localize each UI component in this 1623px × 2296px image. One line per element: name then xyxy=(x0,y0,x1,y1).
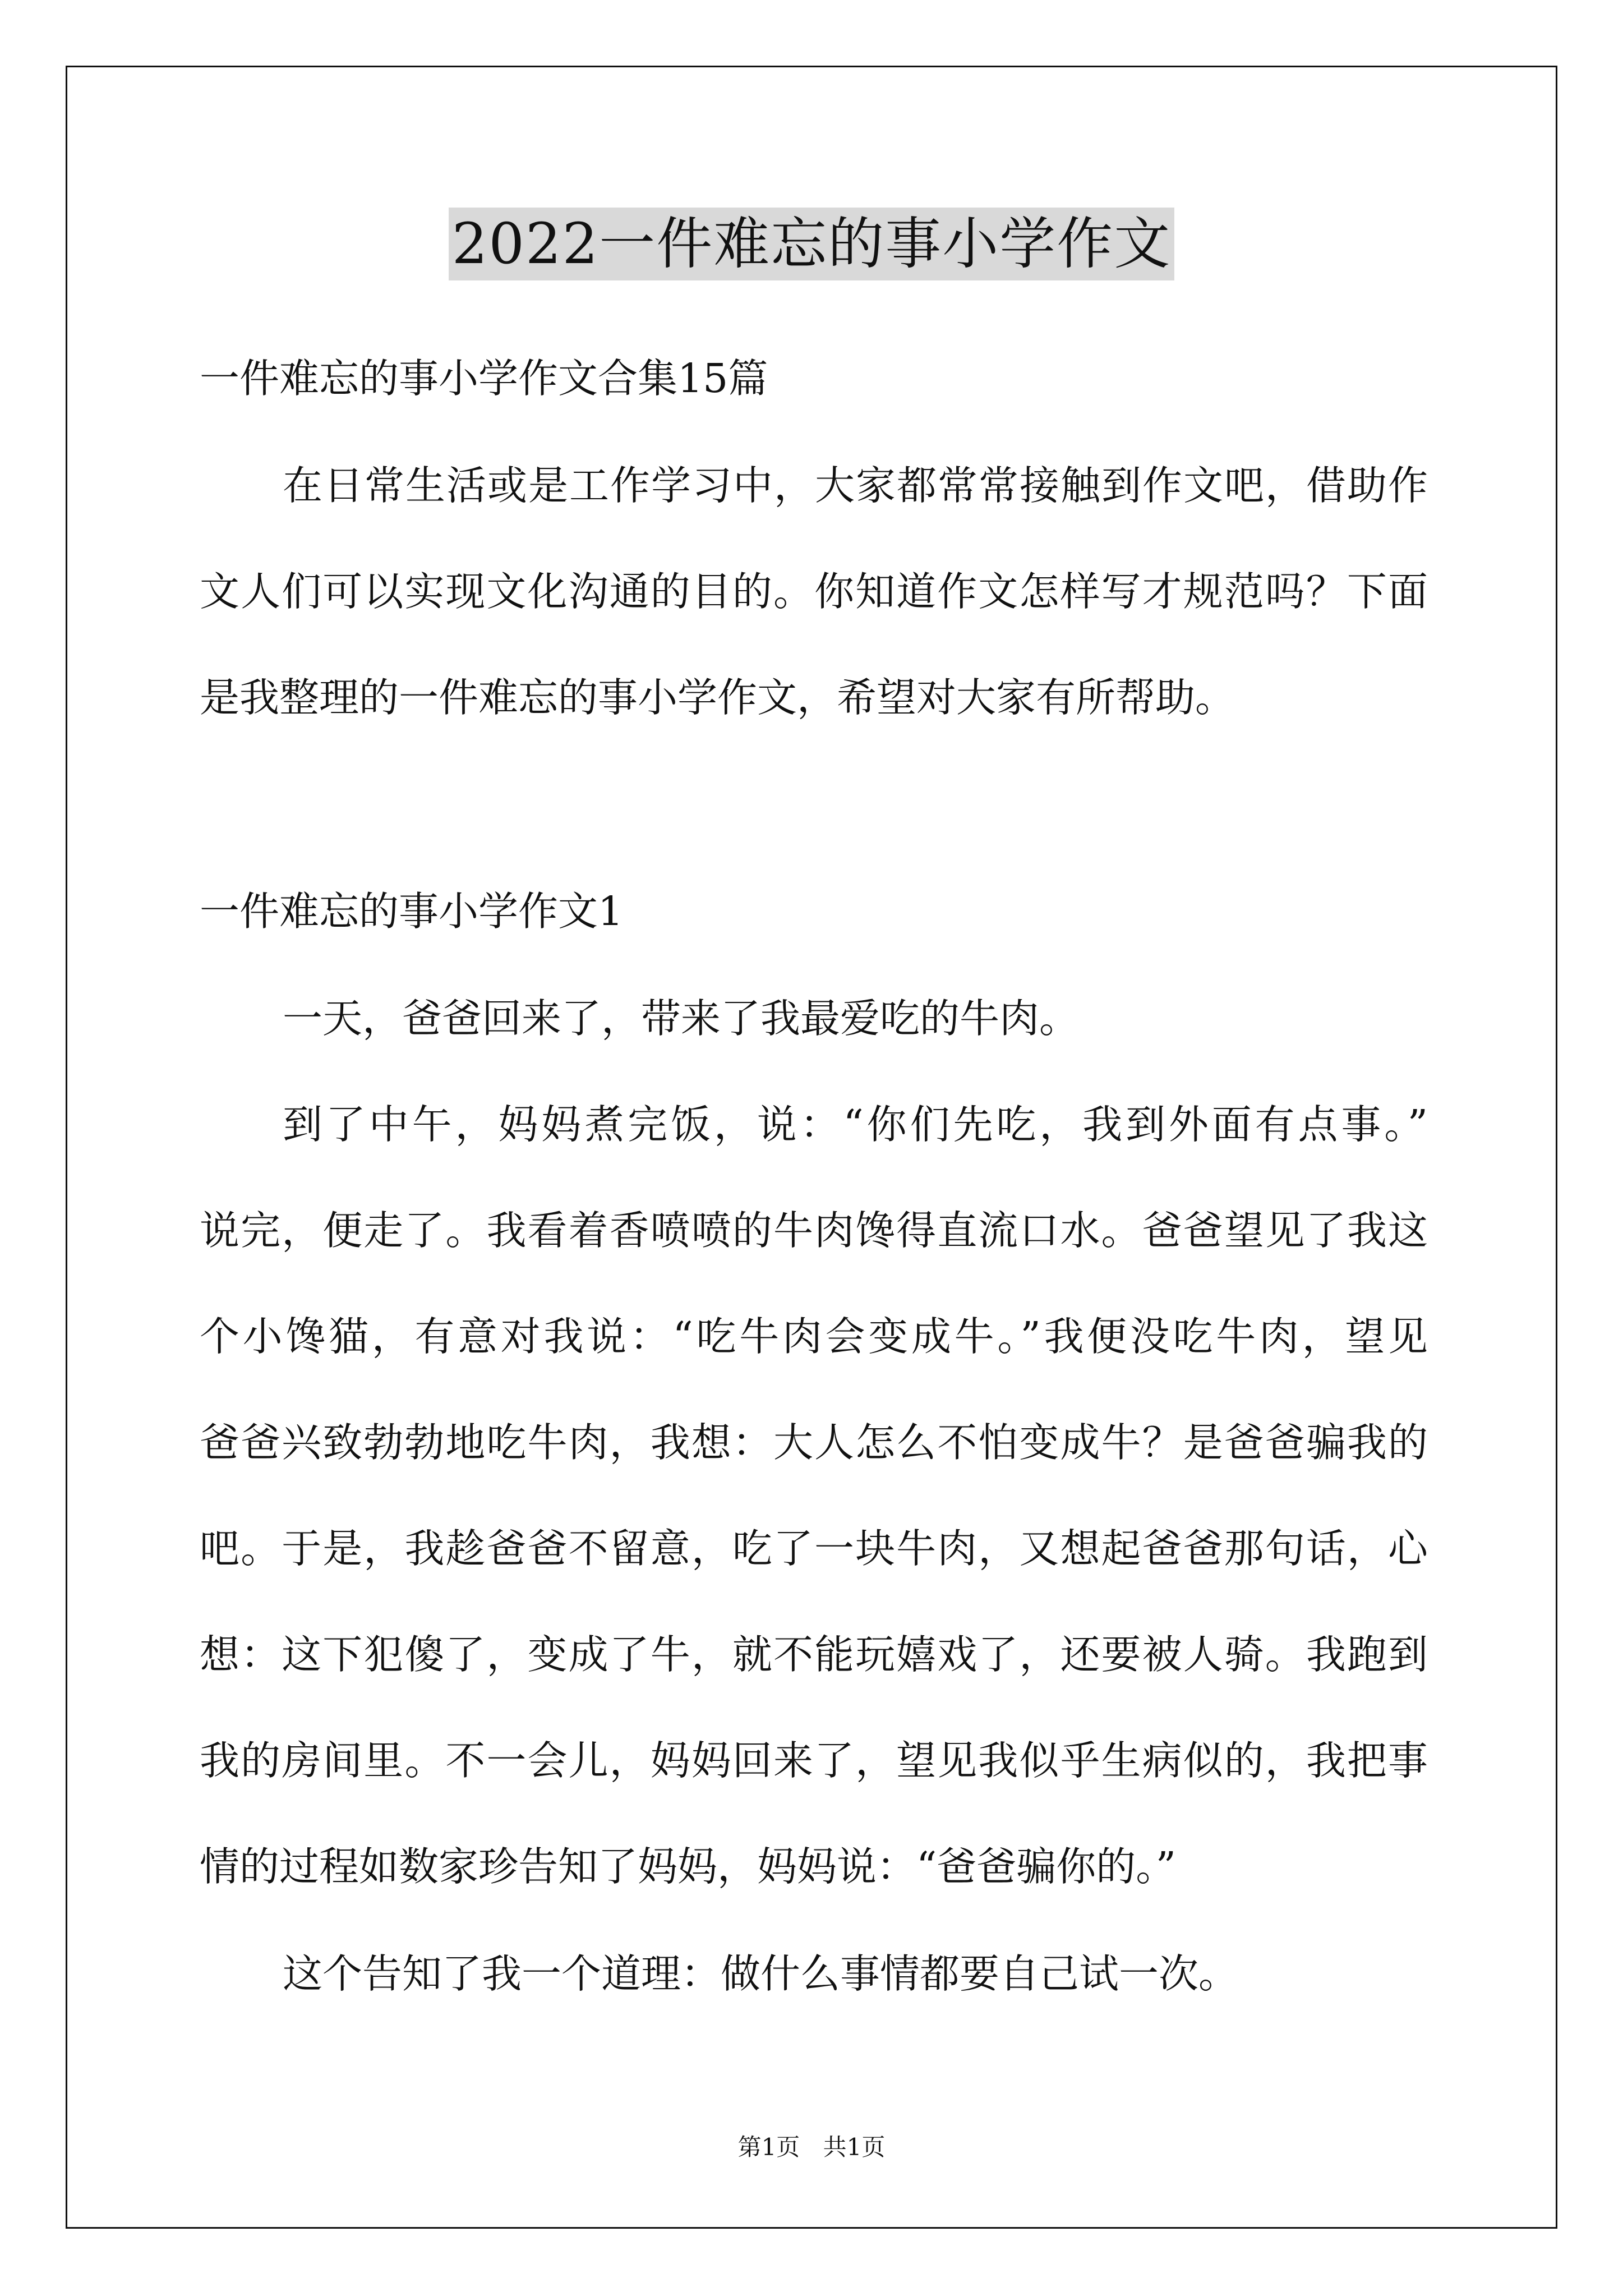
section-heading: 一件难忘的事小学作文1 xyxy=(200,888,624,935)
page-total: 共1页 xyxy=(823,2133,886,2161)
subtitle: 一件难忘的事小学作文合集15篇 xyxy=(200,355,768,402)
intro-line-1: 在日常生活或是工作学习中，大家都常常接触到作文吧，借助作 xyxy=(283,462,1428,509)
body-line: 爸爸兴致勃勃地吃牛肉，我想：大人怎么不怕变成牛？是爸爸骗我的 xyxy=(200,1419,1428,1466)
body-line: 说完，便走了。我看着香喷喷的牛肉馋得直流口水。爸爸望见了我这 xyxy=(200,1207,1428,1254)
body-line: 我的房间里。不一会儿，妈妈回来了，望见我似乎生病似的，我把事 xyxy=(200,1737,1428,1784)
body-paragraph-1: 一天，爸爸回来了，带来了我最爱吃的牛肉。 xyxy=(283,995,1080,1042)
body-line: 情的过程如数家珍告知了妈妈，妈妈说：“爸爸骗你的。” xyxy=(200,1843,1177,1890)
page-number: 第1页 xyxy=(737,2133,800,2161)
body-line: 到了中午，妈妈煮完饭，说：“你们先吃，我到外面有点事。” xyxy=(283,1101,1428,1148)
intro-line-2: 文人们可以实现文化沟通的目的。你知道作文怎样写才规范吗？下面 xyxy=(200,568,1428,615)
document-title: 2022一件难忘的事小学作文 xyxy=(449,208,1175,280)
body-paragraph-3: 这个告知了我一个道理：做什么事情都要自己试一次。 xyxy=(283,1950,1239,1997)
page-footer xyxy=(0,2131,1623,2164)
title-container xyxy=(0,208,1623,280)
body-line: 想：这下犯傻了，变成了牛，就不能玩嬉戏了，还要被人骑。我跑到 xyxy=(200,1631,1428,1678)
intro-line-3: 是我整理的一件难忘的事小学作文，希望对大家有所帮助。 xyxy=(200,674,1235,721)
body-line: 吧。于是，我趁爸爸不留意，吃了一块牛肉，又想起爸爸那句话，心 xyxy=(200,1525,1428,1572)
body-line: 个小馋猫，有意对我说：“吃牛肉会变成牛。”我便没吃牛肉，望见 xyxy=(200,1313,1428,1360)
